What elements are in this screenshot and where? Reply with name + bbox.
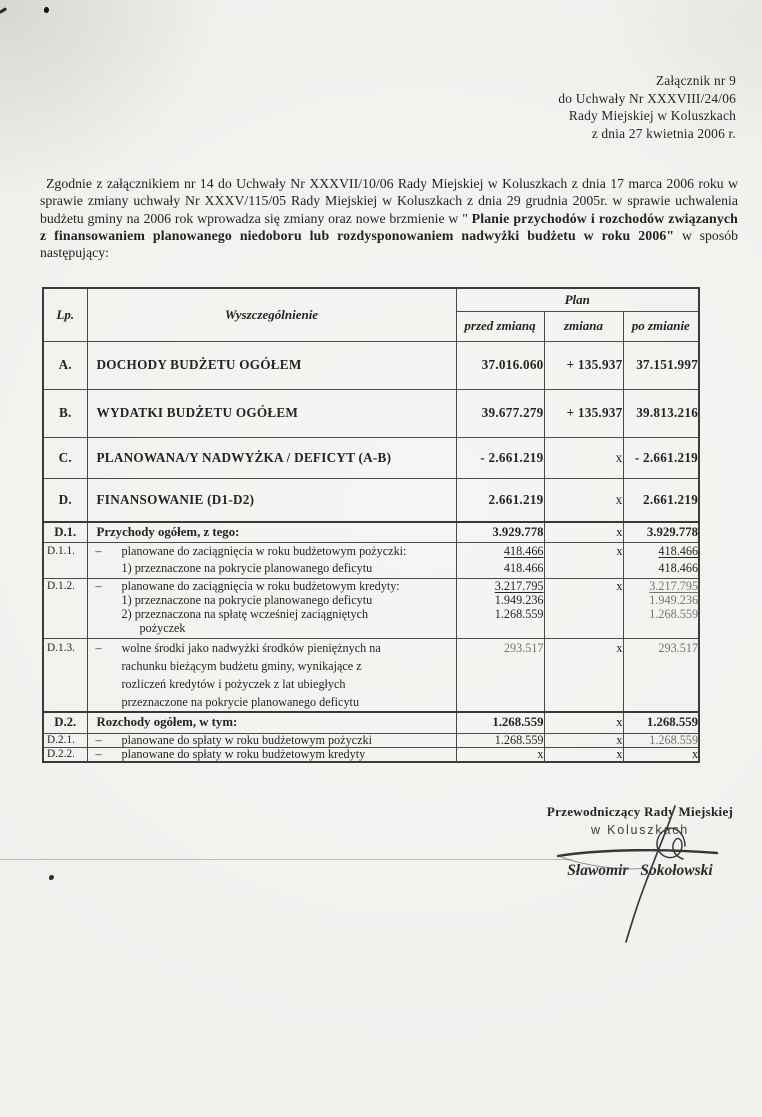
col-header-lp: Lp. xyxy=(43,288,87,341)
label-line xyxy=(88,607,456,621)
col-header-plan: Plan xyxy=(456,288,699,311)
label-line xyxy=(88,593,456,607)
table-row-D.2.2 xyxy=(43,747,699,762)
label-text: DOCHODY BUDŻETU OGÓŁEM xyxy=(96,357,302,372)
value-line: 39.677.279 xyxy=(481,405,544,420)
label-text: PLANOWANA/Y NADWYŻKA / DEFICYT (A-B) xyxy=(96,449,392,465)
value-line: 37.016.060 xyxy=(481,357,544,372)
label-text: planowane do zaciągnięcia w roku budżetowym pożyczki: xyxy=(121,543,407,558)
value-line: 39.813.216 xyxy=(636,405,699,420)
dash-marker: – xyxy=(95,640,102,655)
row-B-zmiana xyxy=(544,389,623,437)
label-text: FINANSOWANIE (D1-D2) xyxy=(96,491,255,507)
value-line: 1.268.559 xyxy=(494,606,544,621)
value-line: 1.949.236 xyxy=(494,592,544,607)
dash-marker: – xyxy=(95,578,102,593)
row-D.2-zmiana xyxy=(544,712,623,733)
label-line xyxy=(88,621,456,635)
value-line: 293.517 xyxy=(503,640,544,655)
label-text: rozliczeń kredytów i pożyczek z lat ubiegłych xyxy=(121,676,346,691)
row-D.1-po xyxy=(623,522,699,542)
value-line: x xyxy=(615,491,623,507)
value-line: 1.268.559 xyxy=(494,733,544,747)
label-line xyxy=(88,675,456,693)
label-line xyxy=(88,449,456,467)
row-D.1.1-lp: D.1.1. xyxy=(43,542,87,578)
value-line: x xyxy=(616,543,623,558)
row-D.1.1-po xyxy=(623,542,699,578)
row-D-przed xyxy=(456,478,544,522)
intro-text-normal: Zgodnie z załącznikiem nr 14 do Uchwały Nr XXXVII/10/06 Rady Miejskiej w Koluszkach z dnia 17 marca 2006 roku w sprawie zmiany uchwały Nr XXXV/115/05 Rady Miejskiej w Koluszkach z dnia 29 grudnia 2005r. w sprawie uchwalenia budżetu gminy na 2006 rok wprowadza się zmiany oraz nowe brzmienie w " xyxy=(40,175,738,226)
row-D.1.3-po xyxy=(623,638,699,712)
value-line: x xyxy=(616,640,623,655)
col-header-przed-zmiana: przed zmianą xyxy=(456,311,544,341)
row-D.1.2-label xyxy=(87,578,456,638)
row-D.1.1-przed xyxy=(456,542,544,578)
attachment-header-line: Załącznik nr 9 xyxy=(655,73,736,88)
label-text: wolne środki jako nadwyżki środków pieniężnych na xyxy=(121,640,381,655)
table-row-D xyxy=(43,478,699,522)
scan-artifact-dot-top xyxy=(43,6,50,13)
value-line: 1.268.559 xyxy=(649,606,699,621)
row-D.1.2-przed xyxy=(456,578,544,638)
intro-paragraph xyxy=(40,175,738,262)
col-header-zmiana: zmiana xyxy=(544,311,623,341)
attachment-header-line: Rady Miejskiej w Koluszkach xyxy=(568,108,736,124)
row-D.1.3-zmiana xyxy=(544,638,623,712)
value-line: 293.517 xyxy=(658,640,699,655)
scan-artifact-dot-bottom xyxy=(49,875,54,880)
table-row-B xyxy=(43,389,699,437)
attachment-header-line: z dnia 27 kwietnia 2006 r. xyxy=(591,125,736,141)
row-D.2.2-po xyxy=(623,747,699,762)
label-line xyxy=(88,748,456,761)
row-D.1.2-po xyxy=(623,578,699,638)
value-line: - 2.661.219 xyxy=(634,449,699,465)
signature-block xyxy=(535,804,745,880)
row-C-lp: C. xyxy=(43,437,87,478)
table-row-D.1 xyxy=(43,522,699,542)
attachment-header-line: do Uchwały Nr XXXVIII/24/06 xyxy=(558,90,736,106)
value-line: 2.661.219 xyxy=(643,491,699,507)
signature-title: Przewodniczący Rady Miejskiej xyxy=(546,804,734,819)
value-line: + 135.937 xyxy=(566,357,623,372)
row-B-label xyxy=(87,389,456,437)
row-D.2.1-po xyxy=(623,733,699,747)
label-text: 1) przeznaczone na pokrycie planowanego deficytu xyxy=(121,560,373,575)
row-D.1-przed xyxy=(456,522,544,542)
row-D-lp: D. xyxy=(43,478,87,522)
intro-text-normal: w sposób następujący: xyxy=(40,228,738,261)
scan-artifact-streak-line xyxy=(0,859,572,860)
row-A-zmiana xyxy=(544,341,623,389)
label-text: planowane do spłaty w roku budżetowym kredyty xyxy=(121,747,366,761)
value-line: x xyxy=(616,733,623,747)
label-text: rachunku bieżącym budżetu gminy, wynikające z xyxy=(121,658,362,673)
row-D-po xyxy=(623,478,699,522)
label-line xyxy=(88,657,456,675)
value-line: 2.661.219 xyxy=(488,491,544,507)
label-line xyxy=(88,404,456,422)
row-D.2.1-label xyxy=(87,733,456,747)
dash-marker: – xyxy=(95,543,102,558)
row-D.1-label xyxy=(87,522,456,542)
label-line xyxy=(88,491,456,509)
value-line: 3.929.778 xyxy=(492,525,544,539)
value-line: + 135.937 xyxy=(566,405,623,420)
row-D.2.2-zmiana xyxy=(544,747,623,762)
value-line: x xyxy=(615,449,623,465)
row-C-zmiana xyxy=(544,437,623,478)
value-line: 418.466 xyxy=(658,560,699,575)
value-line: 1.949.236 xyxy=(649,592,699,607)
table-header-row xyxy=(43,288,699,311)
value-line: x xyxy=(616,525,623,539)
label-line xyxy=(88,713,456,731)
table-row-D.1.1 xyxy=(43,542,699,578)
label-line xyxy=(88,356,456,374)
row-D-zmiana xyxy=(544,478,623,522)
value-line: 418.466 xyxy=(503,560,544,575)
label-text: pożyczek xyxy=(139,620,186,635)
value-line: 418.466 xyxy=(503,543,544,558)
row-D.1.1-zmiana xyxy=(544,542,623,578)
row-D.2-label xyxy=(87,712,456,733)
label-text: planowane do zaciągnięcia w roku budżetowym kredyty: xyxy=(121,578,400,593)
label-text: Przychody ogółem, z tego: xyxy=(96,525,240,539)
value-line: x xyxy=(537,747,544,761)
value-line: x xyxy=(616,747,623,761)
row-D.1.1-label xyxy=(87,542,456,578)
row-C-przed xyxy=(456,437,544,478)
label-text: 2) przeznaczona na spłatę wcześniej zaciągniętych xyxy=(121,606,369,621)
row-D.2.2-label xyxy=(87,747,456,762)
row-A-label xyxy=(87,341,456,389)
value-line: 3.929.778 xyxy=(646,525,699,539)
value-line: x xyxy=(691,747,699,761)
value-line: x xyxy=(616,578,623,593)
value-line: 1.268.559 xyxy=(646,715,699,729)
row-D-label xyxy=(87,478,456,522)
label-text: przeznaczone na pokrycie planowanego deficytu xyxy=(121,694,360,709)
label-text: 1) przeznaczone na pokrycie planowanego deficytu xyxy=(121,592,373,607)
col-header-po-zmianie: po zmianie xyxy=(623,311,699,341)
value-line: 418.466 xyxy=(658,543,699,558)
value-line: 1.268.559 xyxy=(492,715,544,729)
label-line xyxy=(88,693,456,711)
row-D.2-po xyxy=(623,712,699,733)
row-B-po xyxy=(623,389,699,437)
row-D.1.3-przed xyxy=(456,638,544,712)
intro-text-bold: Planie przychodów i rozchodów związanych z finansowaniem planowanego niedoboru lub rozdysponowaniem nadwyżki budżetu w roku 2006" xyxy=(40,210,739,244)
value-line: - 2.661.219 xyxy=(480,449,544,465)
row-D.2-lp: D.2. xyxy=(43,712,87,733)
row-D.2.2-przed xyxy=(456,747,544,762)
value-line: x xyxy=(616,715,623,729)
row-C-po xyxy=(623,437,699,478)
row-D.1.2-lp: D.1.2. xyxy=(43,578,87,638)
row-A-lp: A. xyxy=(43,341,87,389)
attachment-header xyxy=(558,72,736,142)
value-line: 3.217.795 xyxy=(649,578,699,593)
table-row-D.1.3 xyxy=(43,638,699,712)
row-D.1-zmiana xyxy=(544,522,623,542)
signature-name: Sławomir Sokołowski xyxy=(567,862,713,879)
value-line: 3.217.795 xyxy=(494,578,544,593)
row-D.2.1-przed xyxy=(456,733,544,747)
label-text: planowane do spłaty w roku budżetowym pożyczki xyxy=(121,733,372,747)
dash-marker: – xyxy=(95,747,102,761)
value-line: 37.151.997 xyxy=(636,357,699,372)
row-A-przed xyxy=(456,341,544,389)
label-line xyxy=(88,579,456,593)
scan-artifact-corner-mark xyxy=(0,7,7,14)
table-row-D.1.2 xyxy=(43,578,699,638)
row-A-po xyxy=(623,341,699,389)
table-row-D.2.1 xyxy=(43,733,699,747)
label-text: Rozchody ogółem, w tym: xyxy=(96,715,238,729)
label-line xyxy=(88,560,456,577)
label-line xyxy=(88,734,456,747)
label-line xyxy=(88,639,456,657)
row-D.2.1-zmiana xyxy=(544,733,623,747)
row-B-lp: B. xyxy=(43,389,87,437)
col-header-wyszczegolnienie: Wyszczególnienie xyxy=(87,288,456,341)
row-D.1-lp: D.1. xyxy=(43,522,87,542)
budget-table xyxy=(42,287,700,763)
row-C-label xyxy=(87,437,456,478)
row-D.2-przed xyxy=(456,712,544,733)
row-D.1.3-lp: D.1.3. xyxy=(43,638,87,712)
table-row-A xyxy=(43,341,699,389)
value-line: 1.268.559 xyxy=(649,733,699,747)
row-D.2.2-lp: D.2.2. xyxy=(43,747,87,762)
signature-subtitle: w Koluszkach xyxy=(590,823,690,837)
label-text: WYDATKI BUDŻETU OGÓŁEM xyxy=(96,405,299,420)
row-D.1.2-zmiana xyxy=(544,578,623,638)
dash-marker: – xyxy=(95,733,102,747)
row-B-przed xyxy=(456,389,544,437)
label-line xyxy=(88,523,456,541)
label-line xyxy=(88,543,456,560)
table-row-D.2 xyxy=(43,712,699,733)
budget-table-body xyxy=(43,341,699,762)
table-row-C xyxy=(43,437,699,478)
row-D.1.3-label xyxy=(87,638,456,712)
row-D.2.1-lp: D.2.1. xyxy=(43,733,87,747)
